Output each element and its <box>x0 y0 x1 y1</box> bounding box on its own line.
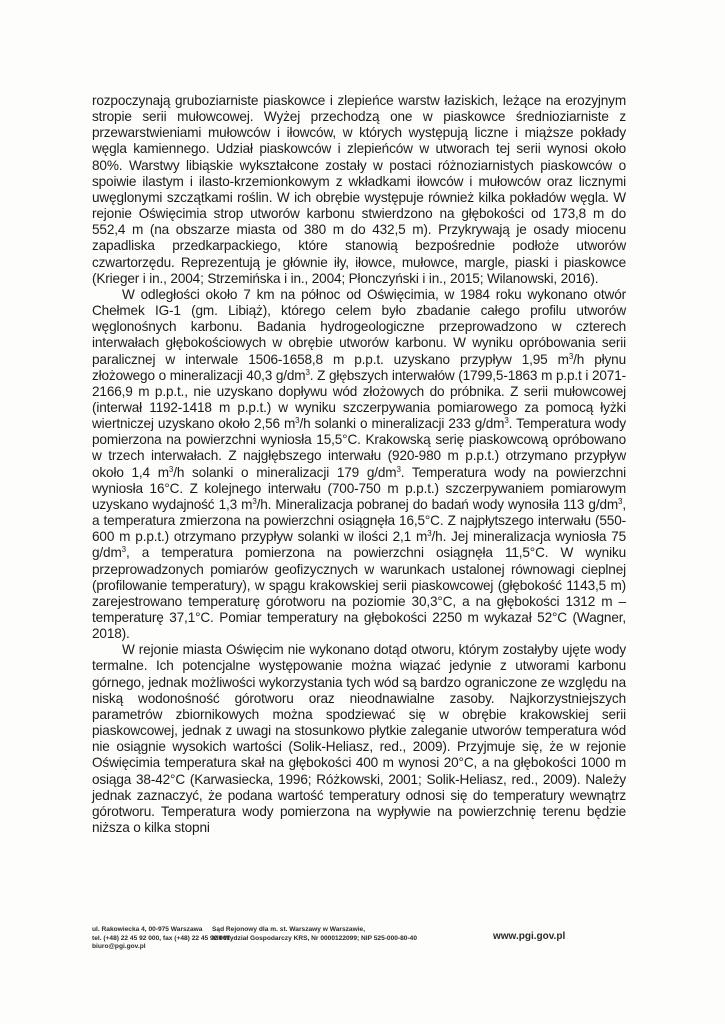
footer-address-email[interactable]: biuro@pgi.gov.pl <box>92 943 146 951</box>
paragraph-carboniferous-geology: rozpoczynają gruboziarniste piaskowce i zlepieńce warstw łaziskich, leżące na erozyjnym stropie serii mułowcowej. Wyżej przechodzą one w piaskowce średnioziarniste z przewarstwieniami mułowców i iłowców, w których występują liczne i miąższe pokłady węgla kamiennego. Udział piaskowców i zlepieńców w utworach tej serii wynosi około 80%. Warstwy libiąskie wykształcone zostały w postaci różnoziarnistych piaskowców o spoiwie ilastym i ilasto-krzemionkowym z wkładkami iłowców i mułowców oraz licznymi uwęglonymi szczątkami roślin. W ich obrębie występuje również kilka pokładów węgla. W rejonie Oświęcimia strop utworów karbonu stwierdzono na głębokości od 173,8 m do 552,4 m (na obszarze miasta od 380 m do 432,5 m). Przykrywają je osady miocenu zapadliska przedkarpackiego, które stanowią bezpośrednie podłoże utworów czwartorzędu. Reprezentują je głównie iły, iłowce, mułowce, margle, piaski i piaskowce (Krieger i in., 2004; Strzemińska i in., 2004; Płonczyński i in., 2015; Wilanowski, 2016). <box>92 93 626 286</box>
footer-court-registration <box>212 926 417 943</box>
footer-website-link[interactable]: www.pgi.gov.pl <box>493 931 566 942</box>
footer-court-krs: XIII Wydział Gospodarczy KRS, Nr 0000122099; NIP 525-000-80-40 <box>212 934 417 942</box>
page-footer <box>92 926 632 966</box>
footer-address-phone: tel. (+48) 22 45 92 000, fax (+48) 22 45 92 001 <box>92 934 231 942</box>
paragraph-chelmek-borehole: W odległości około 7 km na północ od Oświęcimia, w 1984 roku wykonano otwór Chełmek IG-1 (gm. Libiąż), którego celem było zbadanie całego profilu utworów węglonośnych karbonu. Badania hydrogeologiczne przeprowadzono w czterech interwałach głębokościowych w obrębie utworów karbonu. W wyniku opróbowania serii paralicznej w interwale 1506-1658,8 m p.p.t. uzyskano przypływ 1,95 $m^3/h$ płynu złożowego o mineralizacji 40,3 $g/dm^3$. Z głębszych interwałów (1799,5-1863 m p.p.t i 2071-2166,9 m p.p.t., nie uzyskano dopływu wód złożowych do próbnika. Z serii mułowcowej (interwał 1192-1418 m p.p.t.) w wyniku szczerpywania pomiarowego za pomocą łyżki wiertniczej uzyskano około 2,56 $m^3/h$ solanki o mineralizacji 233 $g/dm^3$. Temperatura wody pomierzona na powierzchni wyniosła 15,5°C. Krakowską serię piaskowcową opróbowano w trzech interwałach. Z najgłębszego interwału (920-980 m p.p.t.) otrzymano przypływ około 1,4 $m^3/h$ solanki o mineralizacji 179 $g/dm^3$. Temperatura wody na powierzchni wyniosła 16°C. Z kolejnego interwału (700-750 m p.p.t.) szczerpywaniem pomiarowym uzyskano wydajność 1,3 $m^3/h$. Mineralizacja pobranej do badań wody wynosiła 113 $g/dm^3$, a temperatura zmierzona na powierzchni osiągnęła 16,5°C. Z najpłytszego interwału (550-600 m p.p.t.) otrzymano przypływ solanki w ilości 2,1 $m^3/h$. Jej mineralizacja wyniosła 75 $g/dm^3$, a temperatura pomierzona na powierzchni osiągnęła 11,5°C. W wyniku przeprowadzonych pomiarów geofizycznych w warunkach ustalonej równowagi cieplnej (profilowanie temperatury), w spągu krakowskiej serii piaskowcowej (głębokość 1143,5 m) zarejestrowano temperaturę górotworu na poziomie 30,3°C, a na głębokości 1312 m – temperaturę 37,1°C. Pomiar temperatury na głębokości 2250 m wykazał 52°C (Wagner, 2018). <box>92 286 627 642</box>
footer-address-street: ul. Rakowiecka 4, 00-975 Warszawa <box>92 926 203 933</box>
footer-address <box>92 926 230 952</box>
footer-court-name: Sąd Rejonowy dla m. st. Warszawy w Warszawie, <box>212 926 366 933</box>
body-text <box>92 93 626 836</box>
paragraph-thermal-waters: W rejonie miasta Oświęcim nie wykonano dotąd otworu, którym zostałyby ujęte wody termalne. Ich potencjalne występowanie można wiązać jedynie z utworami karbonu górnego, jednak możliwości wykorzystania tych wód są bardzo ograniczone ze względu na niską wodonośność górotworu oraz nieodnawialne zasoby. Najkorzystniejszych parametrów zbiornikowych można spodziewać się w obrębie krakowskiej serii piaskowcowej, jednak z uwagi na stosunkowo płytkie zaleganie utworów temperatura wód nie osiągnie wysokich wartości (Solik-Heliasz, red., 2009). Przyjmuje się, że w rejonie Oświęcimia temperatura skał na głębokości 400 m wynosi 20°C, a na głębokości 1000 m osiąga 38-42°C (Karwasiecka, 1996; Różkowski, 2001; Solik-Heliasz, red., 2009). Należy jednak zaznaczyć, że podana wartość temperatury odnosi się do temperatury wewnątrz górotworu. Temperatura wody pomierzona na wypływie na powierzchnię terenu będzie niższa o kilka stopni <box>92 642 626 836</box>
